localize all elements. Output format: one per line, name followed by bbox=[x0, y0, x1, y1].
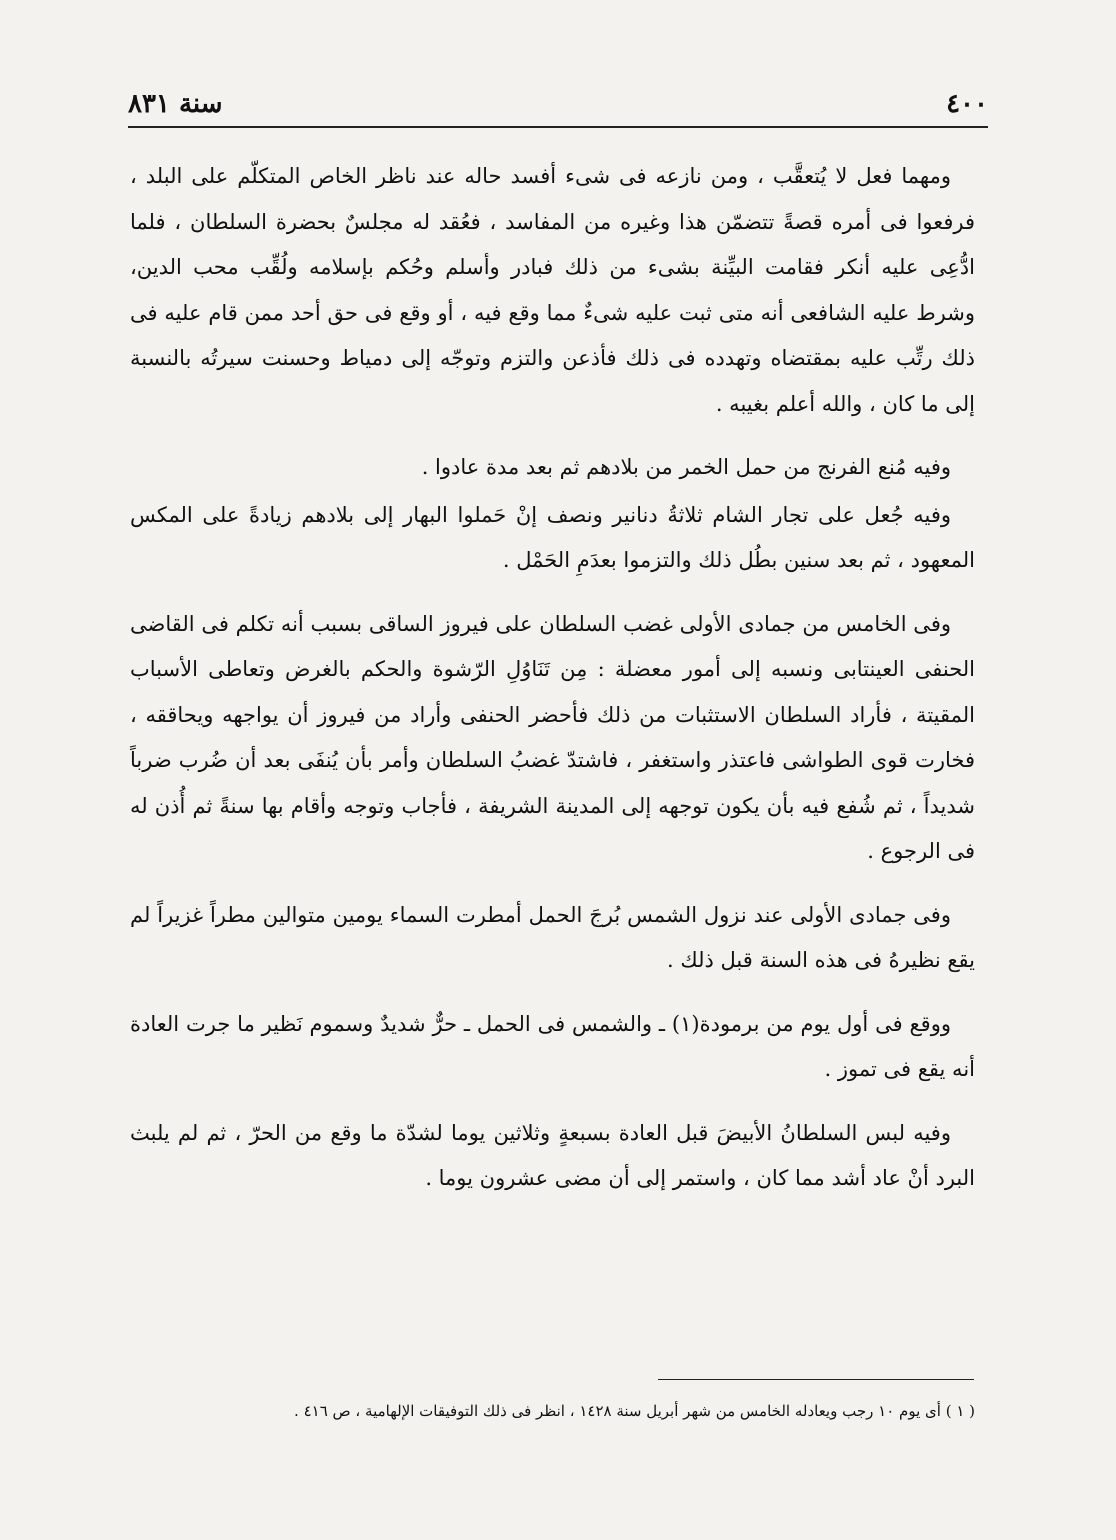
page-number: ٤٠٠ bbox=[946, 89, 988, 119]
running-head-year: سنة ٨٣١ bbox=[128, 89, 223, 119]
main-text bbox=[130, 154, 975, 1220]
paragraph-7: وفيه لبس السلطانُ الأبيضَ قبل العادة بسبعةٍ وثلاثين يوما لشدّة ما وقع من الحرّ ، ثم لم يلبث البرد أنْ عاد أشد مما كان ، واستمر إلى أن مضى عشرون يوما . bbox=[130, 1120, 975, 1190]
paragraph-3: وفيه جُعل على تجار الشام ثلاثةُ دنانير ونصف إنْ حَملوا البهار إلى بلادهم زيادةً على المكس المعهود ، ثم بعد سنين بطُل ذلك والتزموا بعدَمِ الحَمْل . bbox=[130, 502, 975, 572]
header-rule bbox=[128, 126, 988, 128]
page-header bbox=[128, 84, 988, 124]
paragraph-5: وفى جمادى الأولى عند نزول الشمس بُرجَ الحمل أمطرت السماء يومين متوالين مطراً غزيراً لم يقع نظيرهُ فى هذه السنة قبل ذلك . bbox=[130, 902, 975, 972]
paragraph-1: ومهما فعل لا يُتعقَّب ، ومن نازعه فى شىء أفسد حاله عند ناظر الخاص المتكلّم على البلد ، فرفعوا فى أمره قصةً تتضمّن هذا وغيره من المفاسد ، فعُقد له مجلسٌ بحضرة السلطان ، فلما ادُّعِى عليه أنكر فقامت البيِّنة بشىء من ذلك فبادر وأسلم وحُكم بإسلامه ولُقِّب محب الدين، وشرط عليه الشافعى أنه متى ثبت عليه شىءٌ مما وقع فيه ، أو وقع فى حق أحد ممن قام عليه فى ذلك رتِّب عليه بمقتضاه وتهدده فى ذلك فأذعن والتزم وتوجّه إلى دمياط وحسنت سيرتُه بالنسبة إلى ما كان ، والله أعلم بغيبه . bbox=[130, 164, 975, 416]
footnote-rule bbox=[658, 1379, 974, 1380]
paragraph-6: ووقع فى أول يوم من برمودة(١) ـ والشمس فى الحمل ـ حرٌّ شديدٌ وسموم نَظير ما جرت العادة أنه يقع فى تموز . bbox=[130, 1011, 975, 1081]
footnote: ( ١ ) أى يوم ١٠ رجب ويعادله الخامس من شهر أبريل سنة ١٤٢٨ ، انظر فى ذلك التوفيقات الإلهامية ، ص ٤١٦ . bbox=[294, 1402, 975, 1420]
paragraph-2: وفيه مُنع الفرنج من حمل الخمر من بلادهم ثم بعد مدة عادوا . bbox=[421, 455, 951, 479]
paragraph-4: وفى الخامس من جمادى الأولى غضب السلطان على فيروز الساقى بسبب أنه تكلم فى القاضى الحنفى العينتابى ونسبه إلى أمور معضلة : مِن تَنَاوُلِ الرّشوة والحكم بالغرض وتعاطى الأسباب المقيتة ، فأراد السلطان الاستثبات من ذلك فأحضر الحنفى وأراد من فيروز أن يواجهه ويحاققه ، فخارت قوى الطواشى فاعتذر واستغفر ، فاشتدّ غضبُ السلطان وأمر بأن يُنفَى بعد أن ضُرب ضرباً شديداً ، ثم شُفع فيه بأن يكون توجهه إلى المدينة الشريفة ، فأجاب وتوجه وأقام بها سنةً ثم أُذن له فى الرجوع . bbox=[130, 611, 975, 863]
